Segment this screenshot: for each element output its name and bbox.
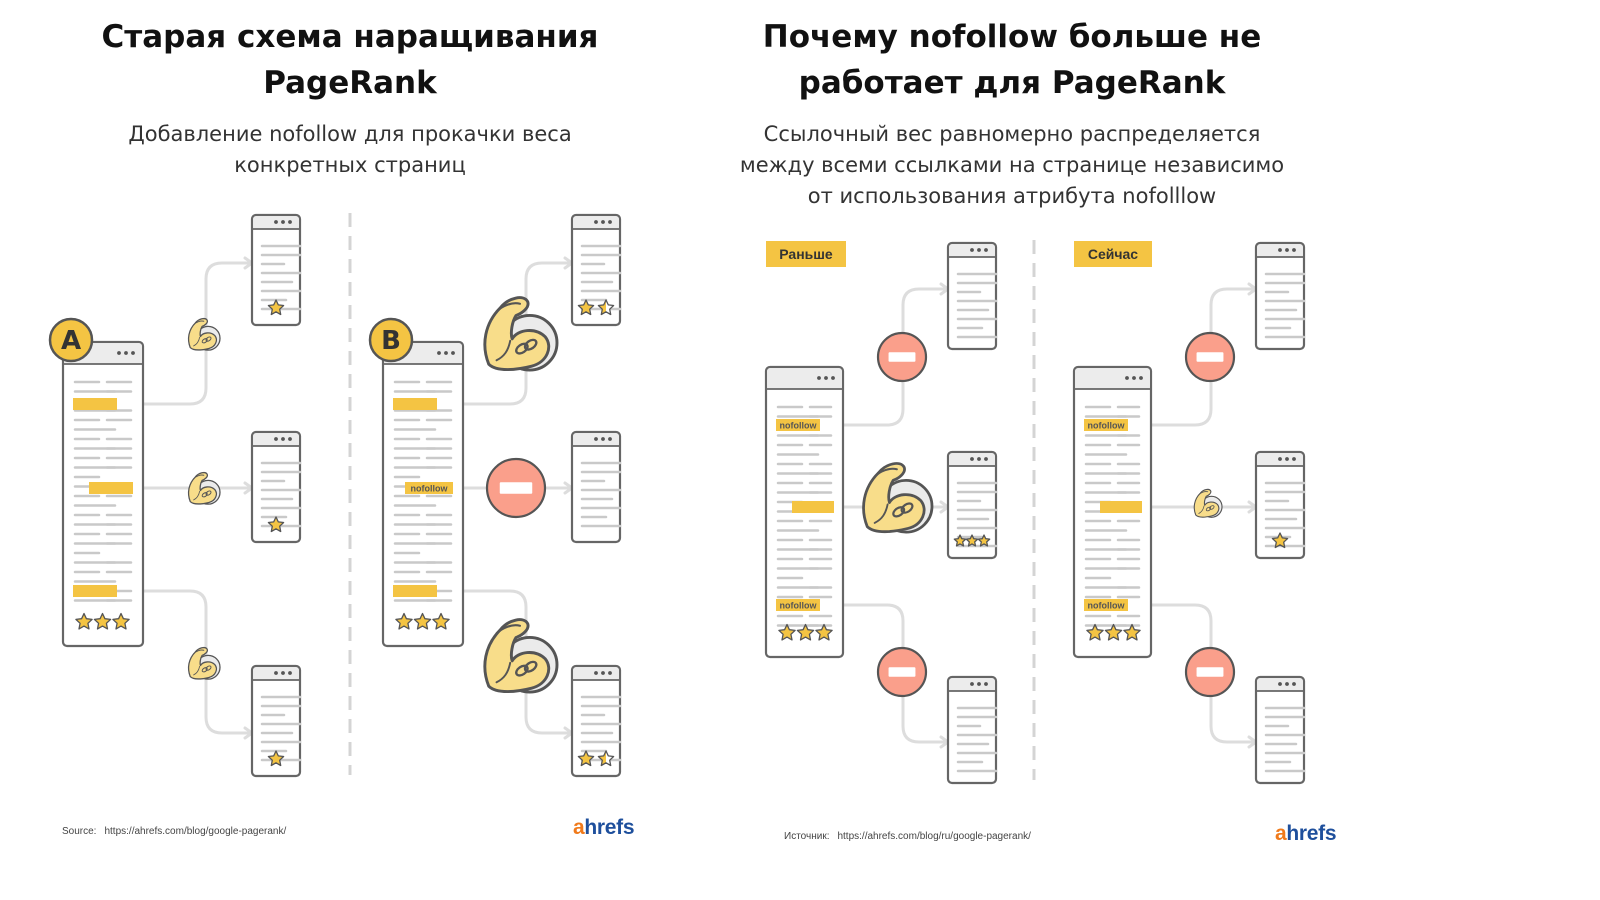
right-title: Почему nofollow больше не работает для PageRank [762,19,1262,101]
page-letter: A [60,326,82,356]
link-highlight [73,585,117,597]
strong-arm-link-icon [864,463,932,532]
nofollow-tag-label: nofollow [779,420,817,431]
logo-letters: hrefs [584,816,635,839]
link-highlight [1100,501,1142,513]
left-title: Старая схема наращивания PageRank [101,19,599,101]
era-label-now: Сейчас [1087,246,1139,262]
link-highlight [393,585,437,597]
source-page-window [1074,367,1151,657]
source-page-window [766,367,843,657]
right-ahrefs-logo [1275,822,1336,846]
left-source-url[interactable]: https://ahrefs.com/blog/google-pagerank/ [104,826,287,837]
link-highlight [393,398,437,410]
strong-arm-link-icon [189,473,220,505]
linked-page-window [572,215,620,325]
nofollow-block-icon [878,333,926,381]
linked-page-window [572,432,620,542]
strong-arm-link-icon [189,648,220,680]
strong-arm-link-icon [485,620,557,692]
strong-arm-link-icon [1194,489,1222,517]
linked-page-window [252,666,300,776]
linked-page-window [252,215,300,325]
linked-page-window [948,243,996,349]
logo-letter-a: a [573,816,585,839]
left-ahrefs-logo [573,816,634,840]
linked-page-window [1256,452,1304,558]
link-highlight [89,482,133,494]
nofollow-tag-label: nofollow [410,483,448,494]
right-subtitle: Ссылочный вес равномерно распределяется между всеми ссылками на странице независимо от использования атрибута nofolllow [739,122,1285,208]
linked-page-window [1256,677,1304,783]
logo-letter-a: a [1275,822,1287,845]
left-source [62,826,286,837]
linked-page-window [1256,243,1304,349]
linked-page-window [252,432,300,542]
nofollow-tag-label: nofollow [1087,600,1125,611]
nofollow-block-icon [1186,333,1234,381]
right-source-url[interactable]: https://ahrefs.com/blog/ru/google-pagerank/ [837,831,1031,842]
linked-page-window [572,666,620,776]
nofollow-tag-label: nofollow [1087,420,1125,431]
link-highlight [792,501,834,513]
source-page-window [63,342,143,646]
nofollow-block-icon [487,459,545,517]
linked-page-window [948,452,996,558]
strong-arm-link-icon [485,298,557,370]
source-page-window [383,342,463,646]
logo-letters: hrefs [1286,822,1337,845]
linked-page-window [948,677,996,783]
right-source [784,831,1031,842]
nofollow-tag-label: nofollow [779,600,817,611]
right-source-label: Источник: [784,831,830,842]
nofollow-block-icon [878,648,926,696]
era-label-before: Раньше [779,246,833,262]
left-source-label: Source: [62,826,97,837]
strong-arm-link-icon [189,319,220,351]
nofollow-block-icon [1186,648,1234,696]
link-highlight [73,398,117,410]
page-letter: B [381,326,401,356]
left-subtitle: Добавление nofollow для прокачки веса конкретных страниц [128,122,572,177]
